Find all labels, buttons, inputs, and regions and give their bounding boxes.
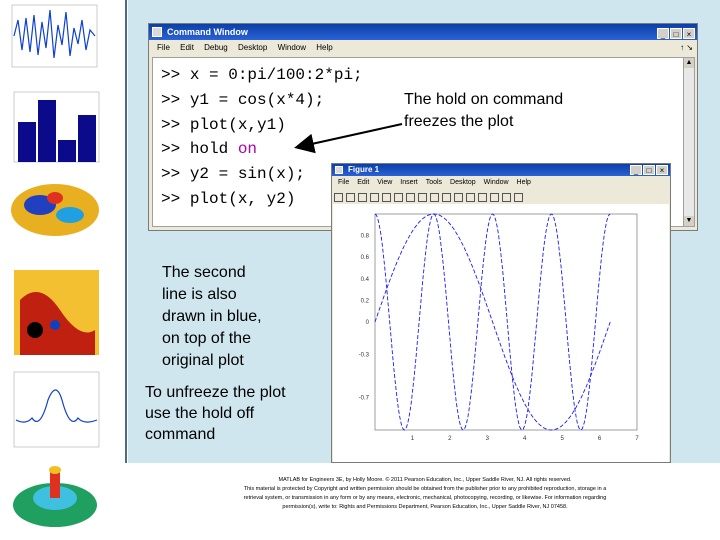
footer-line: retrieval system, or transmission in any form or by any means, electronic, mechanical, photocopying, recording, or likewise. For information regarding (243, 495, 607, 501)
menu-debug[interactable]: Debug (204, 43, 228, 52)
command-text: plot(x, y2) (189, 190, 296, 208)
print-icon[interactable] (370, 193, 379, 202)
minimize-button[interactable]: _ (630, 165, 642, 175)
prompt: >> (161, 91, 181, 109)
annotation-line: To unfreeze the plot (145, 384, 286, 401)
command-text: y2 = sin(x); (189, 165, 306, 183)
annotation-line: drawn in blue, (162, 308, 262, 325)
x-tick-label: 1 (410, 436, 415, 442)
menu-desktop[interactable]: Desktop (237, 43, 268, 52)
menu-tools[interactable]: Tools (425, 179, 443, 186)
new-icon[interactable] (334, 193, 343, 202)
colorbar-icon[interactable] (478, 193, 487, 202)
y-tick-label: 0.6 (360, 255, 369, 262)
menu-edit[interactable]: Edit (180, 43, 194, 52)
menu-file[interactable]: File (338, 179, 350, 186)
maximize-button[interactable]: □ (643, 165, 655, 175)
scroll-up-icon[interactable]: ▲ (685, 59, 693, 66)
menu-help[interactable]: Help (316, 43, 333, 52)
grid-icon[interactable] (502, 193, 511, 202)
x-tick-label: 2 (448, 436, 452, 442)
annotation-second-line (162, 262, 262, 372)
maximize-button[interactable]: □ (670, 28, 682, 39)
menu-help[interactable]: Help (516, 179, 531, 186)
menu-view[interactable]: View (377, 179, 393, 186)
y-tick-label: 0.8 (360, 233, 369, 240)
figure-window-titlebar[interactable] (332, 164, 670, 176)
line-plot (333, 204, 669, 462)
prompt: >> (161, 116, 181, 134)
prompt: >> (161, 66, 181, 84)
prompt: >> (161, 165, 181, 183)
x-tick-label: 4 (523, 436, 527, 442)
figure-window-title: Figure 1 (348, 165, 380, 174)
footer-line: MATLAB for Engineers 3E, by Holly Moore. © 2011 Pearson Education, Inc., Upper Saddle River, NJ. All rights reserved. (278, 477, 572, 483)
prompt: >> (161, 190, 181, 208)
annotation-line: The second (162, 264, 246, 281)
figure-toolbar (332, 189, 670, 203)
annotation-line: on top of the (162, 330, 251, 347)
y-tick-label: 0.2 (360, 298, 369, 305)
close-button[interactable]: × (656, 165, 668, 175)
figure-window[interactable] (331, 163, 671, 463)
annotation-line: line is also (162, 286, 237, 303)
prompt: >> (161, 140, 181, 158)
footer-line: This material is protected by Copyright and written permission should be obtained from the publisher prior to any prohibited reproduction, storage in a (243, 486, 607, 492)
command-text: plot(x,y1) (189, 116, 286, 134)
command-window-title: Command Window (167, 27, 248, 37)
annotation-line: original plot (162, 352, 244, 369)
close-button[interactable]: × (683, 28, 695, 39)
x-tick-label: 7 (635, 436, 639, 442)
figure-canvas[interactable] (333, 204, 669, 462)
y-tick-label: 0 (365, 320, 369, 326)
undock-icon[interactable]: ↑ ↘ (680, 43, 693, 52)
save-icon[interactable] (358, 193, 367, 202)
minimize-button[interactable]: _ (657, 28, 669, 39)
annotation-line: use the hold off (145, 405, 255, 422)
pointer-arrow (298, 124, 402, 147)
menu-file[interactable]: File (157, 43, 170, 52)
pan-icon[interactable] (418, 193, 427, 202)
annotation-line: command (145, 426, 216, 443)
rotate-icon[interactable] (430, 193, 439, 202)
plot-icon[interactable] (514, 193, 523, 202)
legend-icon[interactable] (490, 193, 499, 202)
menu-desktop[interactable]: Desktop (450, 179, 476, 186)
zoom-out-icon[interactable] (406, 193, 415, 202)
y-tick-label: -0.7 (358, 395, 369, 402)
plot-axes (375, 214, 637, 430)
annotation-unfreeze (145, 382, 286, 445)
arrow-icon[interactable] (382, 193, 391, 202)
menu-window[interactable]: Window (277, 43, 307, 52)
figure-window-menubar (332, 177, 670, 188)
figure-icon (335, 166, 343, 174)
link-icon[interactable] (466, 193, 475, 202)
menu-edit[interactable]: Edit (357, 179, 370, 186)
command-text: x = 0:pi/100:2*pi; (189, 66, 363, 84)
scroll-down-icon[interactable]: ▼ (685, 217, 693, 224)
copyright-footer (175, 476, 675, 512)
zoom-in-icon[interactable] (394, 193, 403, 202)
annotation-hold-on (404, 89, 563, 133)
command-text: y1 = cos(x*4); (189, 91, 325, 109)
annotation-line: freezes the plot (404, 113, 514, 130)
menu-window[interactable]: Window (483, 179, 509, 186)
open-icon[interactable] (346, 193, 355, 202)
command-text: hold (189, 140, 238, 158)
footer-line: permission(s), write to: Rights and Permissions Department, Pearson Education, Inc., Upper Saddle River, NJ 07458. (282, 504, 568, 510)
menu-insert[interactable]: Insert (400, 179, 418, 186)
x-tick-label: 5 (560, 436, 564, 442)
keyword-on: on (237, 140, 258, 158)
y-tick-label: -0.3 (358, 352, 369, 359)
brush-icon[interactable] (454, 193, 463, 202)
annotation-line: The hold on command (404, 91, 564, 108)
x-tick-label: 6 (597, 436, 602, 442)
datacursor-icon[interactable] (442, 193, 451, 202)
y-tick-label: 0.4 (360, 276, 369, 283)
x-tick-label: 3 (485, 436, 489, 442)
